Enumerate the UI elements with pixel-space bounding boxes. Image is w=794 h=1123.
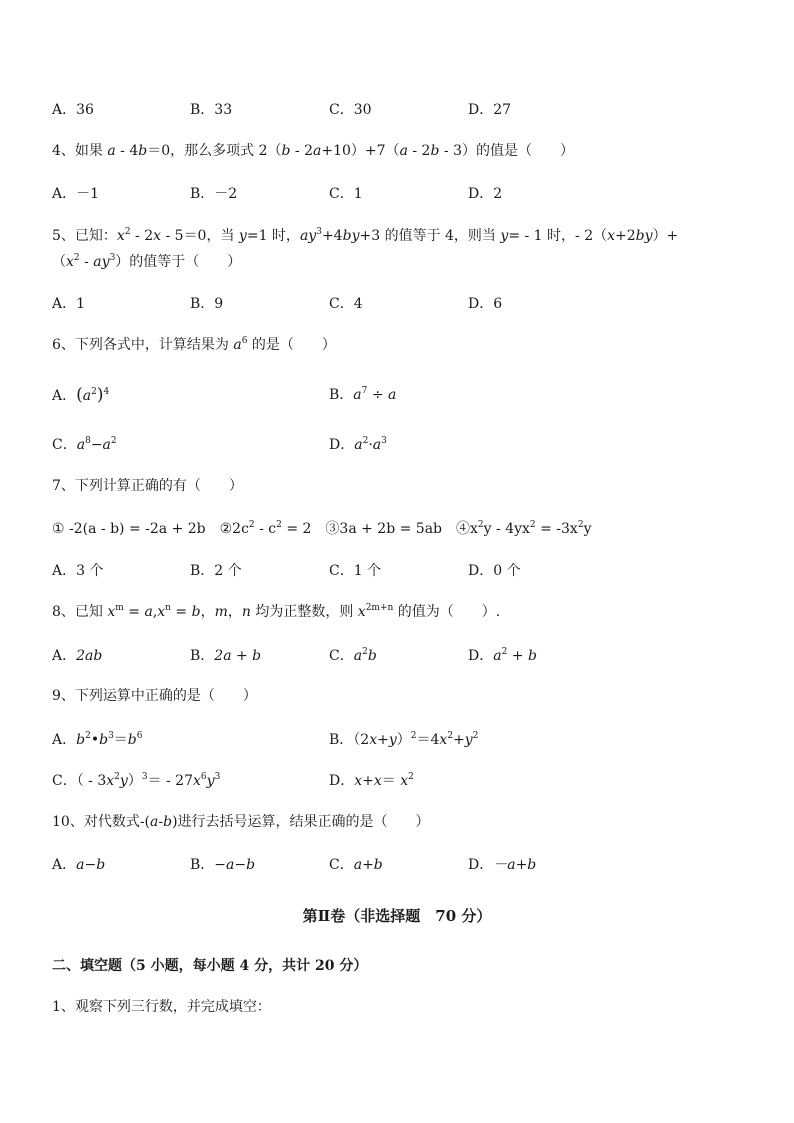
part-heading: 二、填空题（5 小题，每小题 4 分，共计 20 分） bbox=[52, 958, 368, 974]
text: ）+ bbox=[652, 228, 679, 244]
text: - 5＝0，当 bbox=[161, 228, 239, 244]
exponent: 4 bbox=[103, 387, 110, 397]
text: = bbox=[123, 604, 145, 620]
var: a bbox=[107, 143, 116, 159]
var: a bbox=[233, 337, 242, 353]
paren: ） bbox=[396, 732, 411, 748]
var: x bbox=[157, 604, 166, 620]
text: ① -2(a - b) = -2a + 2b ②2c bbox=[52, 521, 249, 537]
op: + bbox=[362, 773, 374, 789]
text: )进行去括号运算，结果正确的是（ ） bbox=[172, 814, 430, 830]
var: a bbox=[82, 388, 92, 404]
expr: + b bbox=[507, 648, 537, 664]
q10-stem bbox=[52, 813, 430, 831]
label: D． bbox=[468, 648, 494, 664]
label: D． bbox=[468, 857, 494, 873]
var: a bbox=[76, 437, 86, 453]
text: 均为正整数，则 bbox=[250, 604, 358, 620]
var: x bbox=[153, 228, 162, 244]
text: ＝0，那么多项式 2（ bbox=[147, 143, 282, 159]
text: 6、下列各式中，计算结果为 bbox=[52, 337, 234, 353]
q7-items bbox=[52, 520, 591, 538]
exponent: 8 bbox=[85, 436, 91, 446]
exponent: 2 bbox=[447, 731, 454, 741]
q4-option-c: C．1 bbox=[329, 186, 363, 202]
exponent: 2 bbox=[577, 520, 584, 530]
var: b bbox=[281, 143, 291, 159]
q10-option-c bbox=[329, 856, 383, 874]
q10-option-a bbox=[52, 856, 105, 874]
text: ， bbox=[227, 604, 242, 620]
q7-stem: 7、下列计算正确的有（ ） bbox=[52, 478, 243, 494]
exponent: 6 bbox=[241, 336, 248, 346]
var: b bbox=[191, 604, 201, 620]
var: b bbox=[635, 228, 645, 244]
var: a bbox=[354, 437, 363, 453]
label: A． bbox=[52, 648, 77, 664]
var: a bbox=[313, 143, 322, 159]
exponent: 7 bbox=[361, 386, 368, 396]
var: a bbox=[353, 648, 363, 664]
var: m bbox=[214, 604, 228, 620]
label: D． bbox=[329, 773, 355, 789]
text: - 3）的值是（ ） bbox=[439, 143, 574, 159]
exponent: 2 bbox=[362, 647, 368, 657]
q3-option-b: B．33 bbox=[190, 102, 233, 118]
var: a bbox=[399, 143, 408, 159]
text: - 4 bbox=[115, 143, 139, 159]
expr: a+b bbox=[353, 857, 383, 873]
label: C． bbox=[329, 648, 354, 664]
var: b bbox=[342, 228, 352, 244]
var: x bbox=[357, 604, 366, 620]
text: - 2 bbox=[130, 228, 154, 244]
var: x bbox=[369, 732, 378, 748]
exponent: 6 bbox=[136, 731, 143, 741]
q3-option-c: C．30 bbox=[329, 102, 372, 118]
q4-stem bbox=[52, 142, 574, 160]
op: − bbox=[90, 437, 103, 453]
var: x bbox=[373, 773, 382, 789]
exponent: 2m+n bbox=[365, 603, 394, 613]
q4-option-a: A．－1 bbox=[52, 186, 100, 202]
fill-q1-stem: 1、观察下列三行数，并完成填空： bbox=[52, 999, 271, 1015]
var: y bbox=[238, 228, 247, 244]
var: b bbox=[127, 732, 137, 748]
var: y bbox=[464, 732, 473, 748]
text: = 2 ③3a + 2b = 5ab ④x bbox=[281, 521, 478, 537]
q9-option-d bbox=[329, 772, 414, 790]
op: ＝4 bbox=[416, 732, 440, 748]
exponent: 2 bbox=[410, 731, 417, 741]
exponent: 6 bbox=[200, 772, 207, 782]
exponent: 2 bbox=[501, 647, 508, 657]
q8-option-b bbox=[190, 647, 261, 665]
text: - 2 bbox=[290, 143, 314, 159]
q3-option-d: D．27 bbox=[468, 102, 512, 118]
label: A． bbox=[52, 732, 77, 748]
expr: a−b bbox=[76, 857, 106, 873]
text: - 2 bbox=[407, 143, 431, 159]
var: y bbox=[119, 773, 128, 789]
q8-option-a bbox=[52, 647, 102, 665]
exponent: 3 bbox=[141, 772, 148, 782]
label: B． bbox=[190, 857, 215, 873]
q5-stem-line1 bbox=[52, 227, 678, 245]
var: a bbox=[299, 228, 309, 244]
var: b bbox=[367, 648, 377, 664]
text: ）的值等于（ ） bbox=[115, 254, 242, 270]
var: a bbox=[144, 604, 153, 620]
var: b bbox=[99, 732, 109, 748]
var: y bbox=[500, 228, 509, 244]
label: A． bbox=[52, 857, 77, 873]
q5-stem-line2 bbox=[52, 253, 241, 271]
q4-option-b: B．－2 bbox=[190, 186, 238, 202]
var: x bbox=[107, 604, 116, 620]
var: x bbox=[439, 732, 448, 748]
var: a bbox=[102, 437, 111, 453]
var: x bbox=[607, 228, 616, 244]
exponent: n bbox=[165, 603, 171, 613]
text: - c bbox=[254, 521, 277, 537]
text: y - 4yx bbox=[483, 521, 530, 537]
var: a bbox=[493, 648, 502, 664]
exponent: 2 bbox=[472, 731, 479, 741]
q9-stem: 9、下列运算中正确的是（ ） bbox=[52, 688, 257, 704]
q6-option-a bbox=[52, 386, 109, 405]
op: ＝ - 27 bbox=[147, 773, 193, 789]
text: （ bbox=[52, 254, 66, 270]
op: + bbox=[377, 732, 389, 748]
var: x bbox=[193, 773, 201, 789]
text: +4 bbox=[321, 228, 343, 244]
text: = -3x bbox=[535, 521, 578, 537]
q5-option-b: B．9 bbox=[190, 296, 224, 312]
expr: －a+b bbox=[493, 857, 537, 873]
var: x bbox=[400, 773, 409, 789]
exponent: 2 bbox=[362, 436, 369, 446]
q3-option-a: A．36 bbox=[52, 102, 94, 118]
q7-option-d: D．0 个 bbox=[468, 563, 521, 579]
text: +3 的值等于 4，则当 bbox=[359, 228, 501, 244]
var: a bbox=[150, 814, 159, 830]
paren: ） bbox=[127, 773, 142, 789]
q9-option-b bbox=[329, 731, 478, 749]
var: y bbox=[308, 228, 317, 244]
q6-option-b bbox=[329, 386, 396, 404]
text: 的是（ ） bbox=[247, 337, 336, 353]
op: • bbox=[90, 732, 100, 748]
text: +10）+7（ bbox=[321, 143, 400, 159]
text: 10、对代数式-( bbox=[52, 814, 151, 830]
q9-option-c bbox=[52, 772, 220, 790]
var: y bbox=[351, 228, 360, 244]
q6-option-c bbox=[52, 436, 117, 454]
q6-option-d bbox=[329, 436, 387, 454]
op: ＝ bbox=[113, 732, 128, 748]
label: B．（2 bbox=[329, 732, 370, 748]
q10-option-d bbox=[468, 856, 536, 874]
text: = bbox=[170, 604, 192, 620]
label: D． bbox=[329, 437, 355, 453]
var: y bbox=[101, 254, 110, 270]
exponent: 2 bbox=[248, 520, 255, 530]
q6-stem bbox=[52, 336, 336, 354]
text: y bbox=[583, 521, 592, 537]
exponent: 2 bbox=[276, 520, 282, 530]
var: b bbox=[76, 732, 86, 748]
q10-option-b bbox=[190, 856, 255, 874]
text: =1 时， bbox=[246, 228, 300, 244]
var: y bbox=[644, 228, 653, 244]
var: y bbox=[388, 732, 397, 748]
q5-option-c: C．4 bbox=[329, 296, 363, 312]
exponent: 3 bbox=[381, 436, 387, 446]
expr: 2a + b bbox=[214, 648, 262, 664]
text: = - 1 时，- 2（ bbox=[508, 228, 608, 244]
exponent: 2 bbox=[110, 436, 117, 446]
label: A． bbox=[52, 388, 77, 404]
exponent: 3 bbox=[108, 731, 114, 741]
exponent: 2 bbox=[73, 253, 80, 263]
q7-option-a: A．3 个 bbox=[52, 563, 104, 579]
q5-option-a: A．1 bbox=[52, 296, 86, 312]
text: ， bbox=[200, 604, 215, 620]
paren: ) bbox=[96, 385, 104, 405]
var: y bbox=[206, 773, 215, 789]
exponent: 2 bbox=[85, 731, 91, 741]
var: x bbox=[116, 228, 125, 244]
op: ＝ bbox=[381, 773, 401, 789]
var: a bbox=[388, 387, 397, 403]
var: x bbox=[66, 254, 74, 270]
var: n bbox=[241, 604, 251, 620]
q4-option-d: D．2 bbox=[468, 186, 503, 202]
label: C． bbox=[329, 857, 354, 873]
q9-option-a bbox=[52, 731, 143, 749]
exponent: 2 bbox=[529, 520, 536, 530]
var: b bbox=[430, 143, 440, 159]
exponent: 2 bbox=[91, 387, 97, 397]
text: +2 bbox=[615, 228, 636, 244]
exponent: m bbox=[115, 603, 124, 613]
q7-option-c: C．1 个 bbox=[329, 563, 382, 579]
var: b bbox=[138, 143, 148, 159]
q8-stem bbox=[52, 603, 500, 621]
q8-option-c bbox=[329, 647, 377, 665]
text: , bbox=[152, 604, 158, 620]
exponent: 2 bbox=[114, 772, 120, 782]
expr: 2ab bbox=[76, 648, 103, 664]
section-title: 第Ⅱ卷（非选择题 70 分） bbox=[302, 907, 492, 925]
label: B． bbox=[329, 387, 354, 403]
var: x bbox=[354, 773, 363, 789]
exponent: 3 bbox=[214, 772, 221, 782]
text: 的值为（ ）. bbox=[393, 604, 501, 620]
op: - bbox=[158, 814, 164, 830]
text: - bbox=[79, 254, 94, 270]
var: x bbox=[106, 773, 115, 789]
op: · bbox=[368, 437, 373, 453]
op: + bbox=[453, 732, 465, 748]
var: a bbox=[353, 387, 362, 403]
exponent: 2 bbox=[477, 520, 484, 530]
q7-option-b: B．2 个 bbox=[190, 563, 242, 579]
q5-option-d: D．6 bbox=[468, 296, 503, 312]
exponent: 3 bbox=[109, 253, 116, 263]
label: C．（ - 3 bbox=[52, 773, 107, 789]
label: C． bbox=[52, 437, 77, 453]
exponent: 3 bbox=[316, 227, 322, 237]
q8-option-d bbox=[468, 647, 537, 665]
exponent: 2 bbox=[124, 227, 131, 237]
text: 8、已知 bbox=[52, 604, 108, 620]
op: ÷ bbox=[367, 387, 389, 403]
var: a bbox=[93, 254, 102, 270]
expr: −a−b bbox=[214, 857, 256, 873]
var: b bbox=[163, 814, 173, 830]
exponent: 2 bbox=[408, 772, 414, 782]
var: a bbox=[372, 437, 382, 453]
paren: ( bbox=[76, 385, 83, 405]
label: B． bbox=[190, 648, 215, 664]
text: 5、已知： bbox=[52, 228, 117, 244]
text: 4、如果 bbox=[52, 143, 108, 159]
